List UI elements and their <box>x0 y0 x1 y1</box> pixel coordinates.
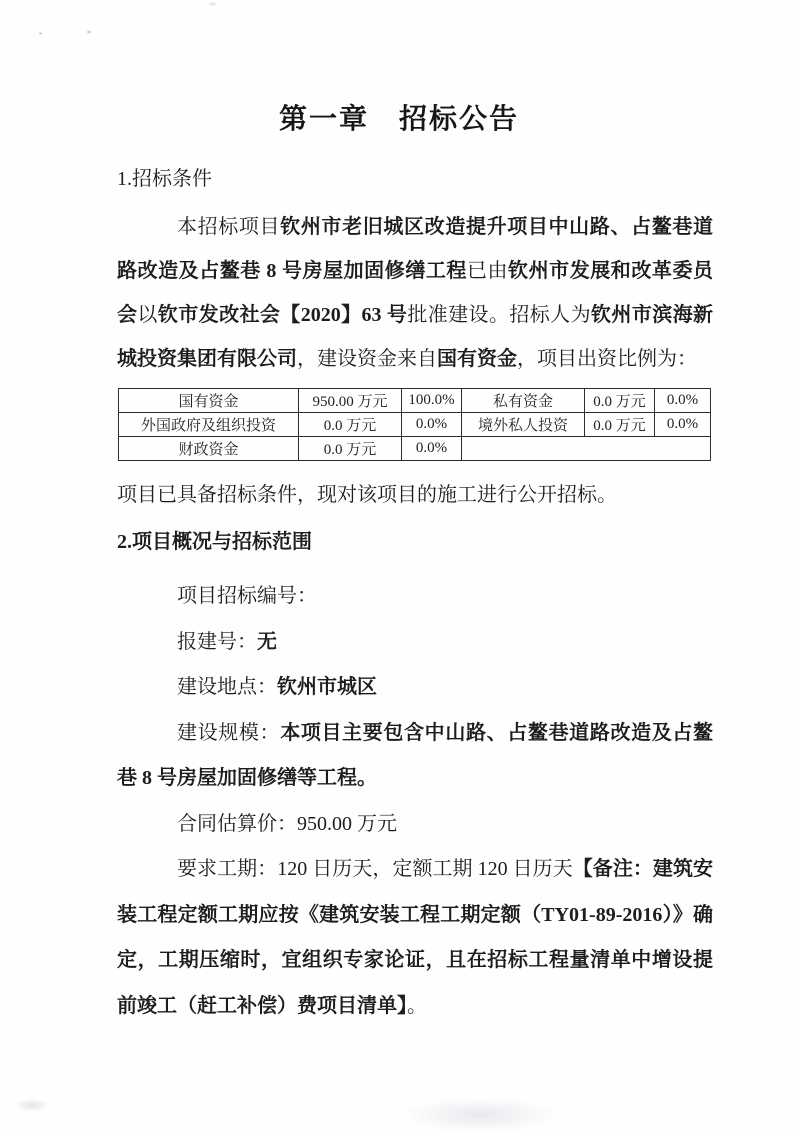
duration-period: 。 <box>407 994 427 1017</box>
filing-number-label: 报建号： <box>177 630 257 653</box>
approval-document-number: 钦市发改社会【2020】63 号 <box>157 304 408 326</box>
scan-artifact <box>400 1098 560 1132</box>
funding-table <box>118 388 711 461</box>
intro-run: ，建设资金来自 <box>297 348 437 370</box>
intro-run: 以 <box>137 304 158 326</box>
table-cell: 0.0 万元 <box>585 389 655 413</box>
filing-number-line <box>117 620 713 666</box>
table-cell: 0.0% <box>402 413 462 437</box>
estimate-label: 合同估算价： <box>177 812 297 835</box>
table-cell: 国有资金 <box>119 389 299 413</box>
table-cell-empty-merged <box>462 437 711 461</box>
table-cell: 0.0% <box>655 389 711 413</box>
location-line <box>117 665 713 711</box>
intro-run: ，项目出资比例为： <box>517 348 697 370</box>
estimate-value: 950.00 万元 <box>297 812 397 835</box>
funding-table-row <box>119 413 711 437</box>
intro-run: 批准建设。招标人为 <box>407 304 591 326</box>
intro-run: 本招标项目 <box>177 216 281 238</box>
location-value: 钦州市城区 <box>277 676 377 698</box>
duration-paragraph <box>117 847 713 1029</box>
section1-heading: 1.招标条件 <box>117 168 212 190</box>
section2-heading: 2.项目概况与招标范围 <box>117 531 312 553</box>
funding-table-row <box>119 437 711 461</box>
funding-table-row <box>119 389 711 413</box>
table-cell: 0.0 万元 <box>299 437 402 461</box>
table-cell: 私有资金 <box>462 389 585 413</box>
approval-authority: 钦州市发展和改革委员会 <box>117 260 714 326</box>
table-cell: 100.0% <box>402 389 462 413</box>
estimate-line <box>117 802 713 848</box>
table-cell: 境外私人投资 <box>462 413 585 437</box>
table-cell: 财政资金 <box>119 437 299 461</box>
table-cell: 0.0 万元 <box>299 413 402 437</box>
duration-remark: 【备注：建筑安装工程定额工期应按《建筑安装工程工期定额（TY01-89-2016）》确定，工期压缩时，宜组织专家论证，且在招标工程量清单中增设提前竣工（赶工补偿）费项目清单】 <box>117 858 714 1017</box>
tender-number-line <box>117 574 713 620</box>
scale-line <box>117 711 713 802</box>
section1-closing-paragraph: 项目已具备招标条件，现对该项目的施工进行公开招标。 <box>117 484 617 506</box>
table-cell: 0.0% <box>402 437 462 461</box>
project-name: 钦州市老旧城区改造提升项目中山路、占鳌巷道路改造及占鳌巷 8 号房屋加固修缮工程 <box>117 216 714 282</box>
section1-intro-paragraph <box>117 205 713 381</box>
table-cell: 外国政府及组织投资 <box>119 413 299 437</box>
location-label: 建设地点： <box>177 676 277 698</box>
scale-label: 建设规模： <box>177 721 281 744</box>
tenderee-name: 钦州市滨海新城投资集团有限公司 <box>117 304 714 370</box>
table-cell: 0.0% <box>655 413 711 437</box>
duration-text: 要求工期：120 日历天，定额工期 120 日历天 <box>177 858 573 880</box>
tender-number-label: 项目招标编号： <box>177 585 317 607</box>
chapter-title: 第一章 招标公告 <box>278 103 519 134</box>
scale-value: 本项目主要包含中山路、占鳌巷道路改造及占鳌巷 8 号房屋加固修缮等工程。 <box>117 721 714 789</box>
filing-number-value: 无 <box>257 630 277 653</box>
table-cell: 0.0 万元 <box>585 413 655 437</box>
fund-source: 国有资金 <box>437 348 517 370</box>
scan-artifact <box>14 1098 50 1112</box>
intro-run: 已由 <box>466 260 509 282</box>
section2-items <box>117 574 713 1029</box>
table-cell: 950.00 万元 <box>299 389 402 413</box>
